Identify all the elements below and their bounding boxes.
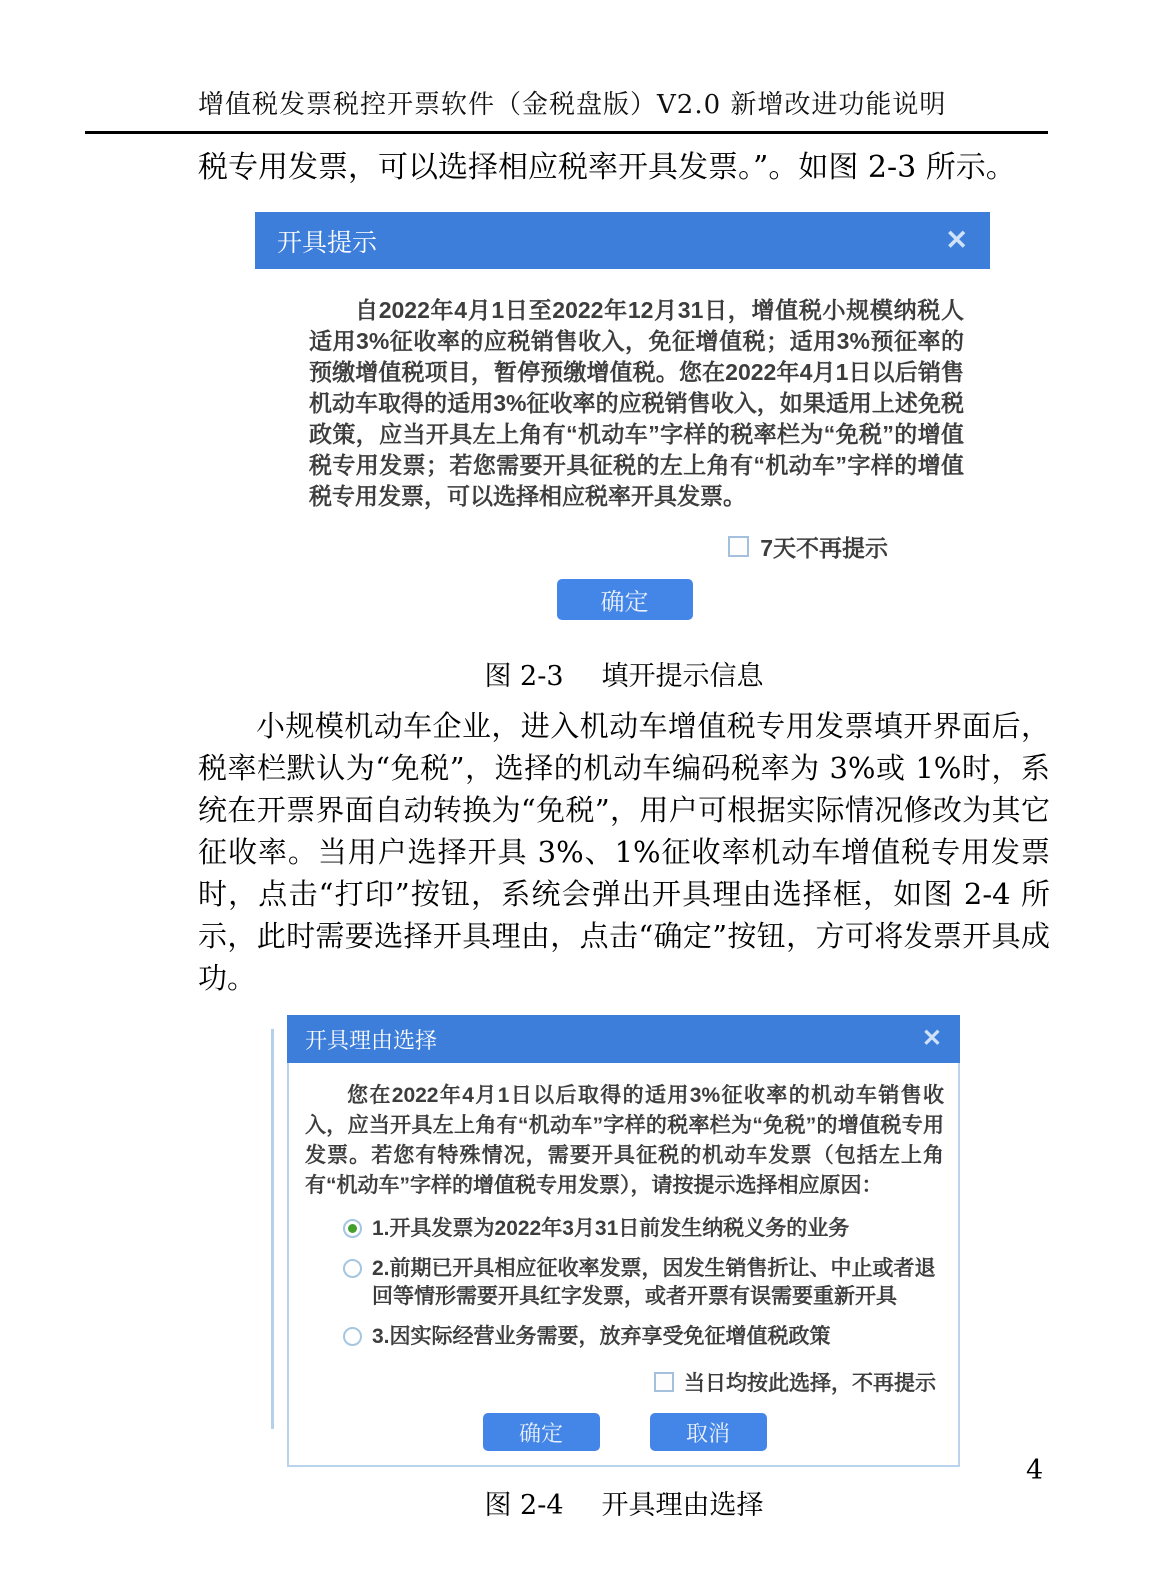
radio-unselected-icon[interactable] [343,1259,362,1278]
figure-2-3-title: 填开提示信息 [601,661,764,692]
figure-2-3-caption [198,654,1050,693]
dialog-tip-title: 开具提示 [277,228,378,257]
dialog-reason-title: 开具理由选择 [305,1027,438,1053]
dialog-reason-wrapper [287,1015,960,1467]
tip-confirm-button[interactable]: 确定 [557,579,693,620]
dialog-reason-titlebar [287,1015,960,1063]
close-icon[interactable]: ✕ [945,225,968,255]
dialog-tip-body [255,269,990,634]
dialog-reason-body [287,1063,960,1467]
dialog-tip-message: 自2022年4月1日至2022年12月31日，增值税小规模纳税人适用3%征收率的应税销售收入，免征增值税；适用3%预征率的预缴增值税项目，暂停预缴增值税。您在2022年4月1日以后销售机动车取得的适用3%征收率的应税销售收入，如果适用上述免税政策，应当开具左上角有“机动车”字样的税率栏为“免税”的增值税专用发票；若您需要开具征税的左上角有“机动车”字样的增值税专用发票，可以选择相应税率开具发票。 [309,297,965,509]
radio-selected-icon[interactable] [343,1219,362,1238]
reason-buttons-row [305,1413,944,1451]
window-edge-line [271,1029,274,1429]
figure-2-3-label: 图 2-3 [484,661,564,692]
reason-option-1[interactable] [343,1215,944,1243]
reason-option-3-label: 3.因实际经营业务需要，放弃享受免征增值税政策 [372,1325,831,1348]
dont-remind-7days-row [285,530,964,563]
reason-confirm-button[interactable]: 确定 [483,1413,600,1451]
dont-remind-7days-label: 7天不再提示 [760,535,888,561]
radio-unselected-icon[interactable] [343,1327,362,1346]
dialog-reason-message: 您在2022年4月1日以后取得的适用3%征收率的机动车销售收入，应当开具左上角有“机动车”字样的税率栏为“免税”的增值税专用发票。若您有特殊情况，需要开具征税的机动车发票（包括左上角有“机动车”字样的增值税专用发票），请按提示选择相应原因： [305,1084,944,1197]
reason-option-3[interactable] [343,1323,944,1351]
reason-option-2[interactable] [343,1255,944,1311]
dialog-issue-reason [287,1015,960,1467]
dialog-tip-titlebar [255,212,990,269]
figure-2-4-caption [198,1483,1050,1522]
document-header: 增值税发票税控开票软件（金税盘版）V2.0 新增改进功能说明 [198,90,947,120]
intro-text: 税专用发票，可以选择相应税率开具发票。”。如图 2-3 所示。 [198,150,1016,185]
dialog-issue-tip [255,212,990,634]
apply-all-day-label: 当日均按此选择，不再提示 [684,1372,936,1395]
apply-all-day-checkbox[interactable] [654,1372,674,1392]
reason-option-1-label: 1.开具发票为2022年3月31日前发生纳税义务的业务 [372,1217,850,1240]
header-divider [85,131,1048,134]
page-number: 4 [1026,1455,1044,1486]
close-icon[interactable]: ✕ [921,1025,942,1052]
figure-2-4-title: 开具理由选择 [601,1490,764,1521]
reason-option-2-label: 2.前期已开具相应征收率发票，因发生销售折让、中止或者退回等情形需要开具红字发票，或者开票有误需要重新开具 [372,1257,936,1308]
figure-2-4-label: 图 2-4 [484,1490,564,1521]
reason-cancel-button[interactable]: 取消 [650,1413,767,1451]
apply-all-day-row [305,1367,944,1397]
reason-options [343,1215,944,1351]
body-paragraph: 小规模机动车企业，进入机动车增值税专用发票填开界面后，税率栏默认为“免税”，选择的机动车编码税率为 3%或 1%时，系统在开票界面自动转换为“免税”，用户可根据实际情况修改为其它征收率。当用户选择开具 3%、1%征收率机动车增值税专用发票时，点击“打印”按钮，系统会弹出开具理由选择框，如图 2-4 所示，此时需要选择开具理由，点击“确定”按钮，方可将发票开具成功。 [198,709,1050,995]
dont-remind-7days-checkbox[interactable] [728,536,749,557]
